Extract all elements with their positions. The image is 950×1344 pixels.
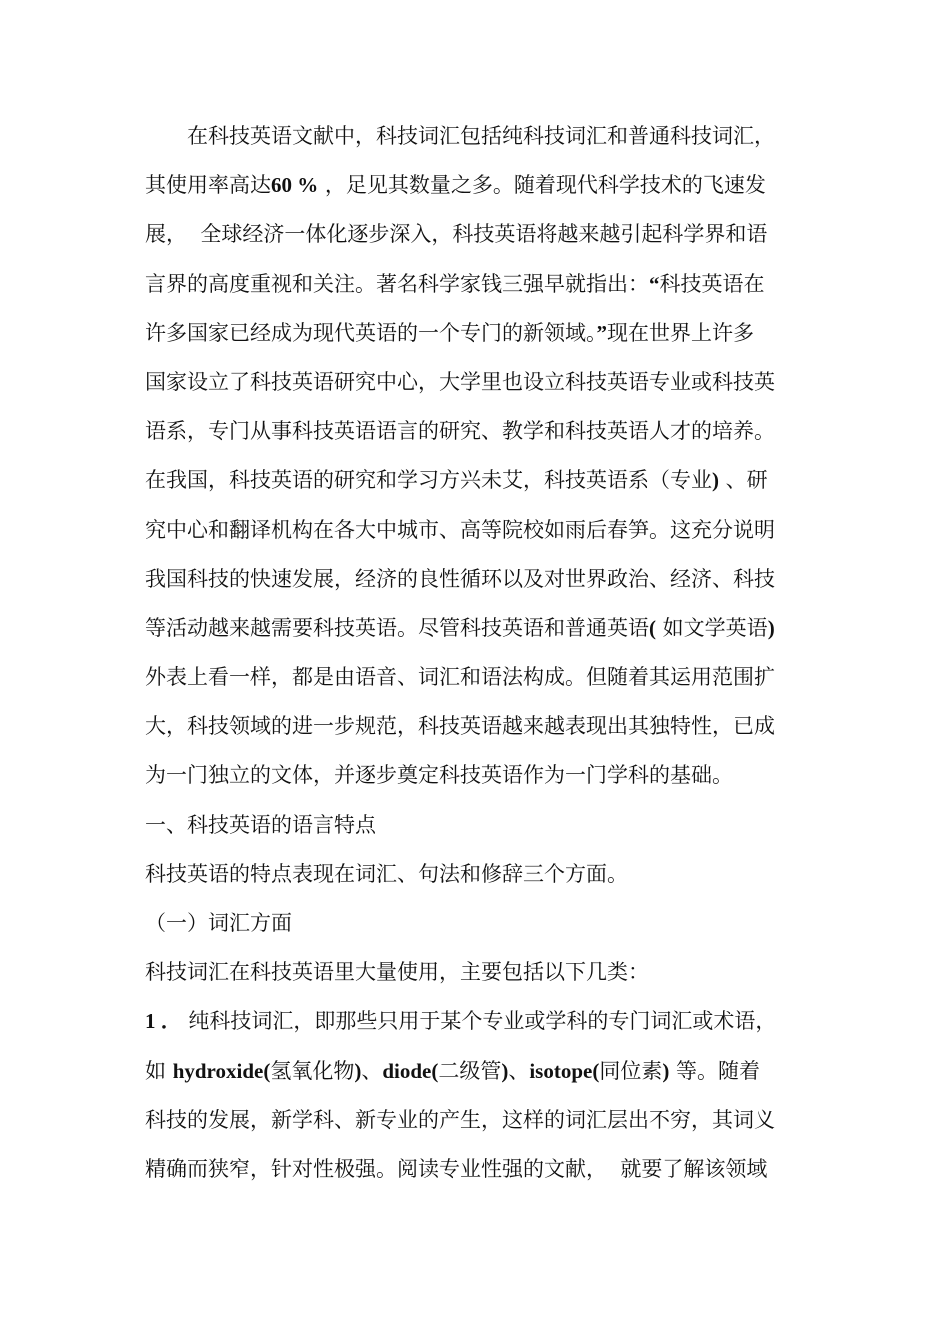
text-run: 在科技英语文献中，科技词汇包括纯科技词汇和普通科技词汇， <box>187 124 775 148</box>
close-paren: ) <box>712 468 719 493</box>
paragraph-line <box>145 702 815 751</box>
heading-text: （一）词汇方面 <box>145 911 292 935</box>
text-run: 许多国家已经成为现代英语的一个专门的新领域。 <box>145 320 597 345</box>
paragraph-line <box>145 260 815 309</box>
paragraph-line <box>145 456 815 505</box>
close-paren: ) <box>767 615 775 640</box>
text-run: 言界的高度重视和关注。著名科学家钱三强早就指出： <box>145 271 649 296</box>
open-paren: ( <box>649 615 656 640</box>
close-paren: ) <box>501 1058 509 1083</box>
paragraph-line <box>145 1096 815 1145</box>
text-run: ，足见其数量之多。随着现代科学技术的飞速发 <box>318 173 766 198</box>
open-quote: “ <box>649 271 660 296</box>
text-run: 纯科技词汇，即那些只用于某个专业或学科的专门词汇或术语， <box>181 1009 777 1034</box>
paragraph-line <box>145 751 815 800</box>
paragraph-line <box>145 161 815 210</box>
paragraph-line <box>145 948 815 997</box>
text-run: 现在世界上许多 <box>607 320 754 345</box>
body-text <box>145 112 815 1194</box>
text-run: 科技的发展，新学科、新专业的产生，这样的词汇层出不穷，其词义 <box>145 1107 775 1132</box>
term-diode: diode( <box>382 1058 439 1083</box>
text-run: 等活动越来越需要科技英语。尽管科技英语和普通英语 <box>145 615 649 640</box>
text-run: 外表上看一样，都是由语音、词汇和语法构成。但随着其运用范围扩 <box>145 665 775 690</box>
paragraph-line <box>145 850 815 899</box>
text-run: 展， 全球经济一体化逐步深入，科技英语将越来越引起科学界和语 <box>145 222 768 247</box>
text-run: 精确而狭窄，针对性极强。阅读专业性强的文献， 就要了解该领域 <box>145 1156 768 1181</box>
text-run: 科技英语的特点表现在词汇、句法和修辞三个方面。 <box>145 861 628 886</box>
list-item <box>145 997 815 1046</box>
term-gloss: 同位素 <box>599 1058 663 1083</box>
term-hydroxide: hydroxide( <box>172 1058 271 1083</box>
term-gloss: 氢氧化物 <box>270 1058 355 1083</box>
text-run: 、 <box>361 1058 383 1083</box>
text-run: 为一门独立的文体，并逐步奠定科技英语作为一门学科的基础。 <box>145 763 733 788</box>
term-gloss: 二级管 <box>438 1058 502 1083</box>
text-run: 其使用率高达 <box>145 173 271 198</box>
text-run: 、研 <box>719 468 768 493</box>
heading-text: 一、科技英语的语言特点 <box>145 812 376 837</box>
text-run: 究中心和翻译机构在各大中城市、高等院校如雨后春笋。这充分说明 <box>145 517 775 542</box>
section-heading <box>145 801 815 850</box>
paragraph-line <box>145 506 815 555</box>
paragraph-line <box>145 358 815 407</box>
paragraph-line <box>145 309 815 358</box>
paragraph-line <box>145 407 815 456</box>
text-run: 、 <box>508 1058 530 1083</box>
paragraph-line <box>145 1145 815 1194</box>
close-paren: ) <box>662 1058 670 1083</box>
paragraph-line <box>145 210 815 259</box>
text-run: 如文学英语 <box>656 615 768 640</box>
text-run: 语系，专门从事科技英语语言的研究、教学和科技英语人才的培养。 <box>145 419 775 444</box>
text-run: 我国科技的快速发展，经济的良性循环以及对世界政治、经济、科技 <box>145 566 775 591</box>
text-run: 如 <box>145 1058 173 1083</box>
close-quote: ” <box>596 320 607 345</box>
list-number: 1 ． <box>145 1009 182 1034</box>
term-isotope: isotope( <box>529 1058 600 1083</box>
text-run: 科技英语在 <box>659 271 765 296</box>
text-run: 国家设立了科技英语研究中心，大学里也设立科技英语专业或科技英 <box>145 369 775 394</box>
text-run: 大，科技领域的进一步规范，科技英语越来越表现出其独特性，已成 <box>145 714 775 739</box>
paragraph-line <box>145 604 815 653</box>
paragraph-line <box>145 112 815 161</box>
text-run: 等。随着 <box>669 1058 761 1083</box>
paragraph-line <box>145 653 815 702</box>
text-run: 科技词汇在科技英语里大量使用，主要包括以下几类： <box>145 960 649 985</box>
percentage-value: 60 % <box>271 173 319 198</box>
paragraph-line <box>145 1047 815 1096</box>
text-run: 在我国，科技英语的研究和学习方兴未艾，科技英语系（专业 <box>145 468 712 493</box>
close-paren: ) <box>354 1058 362 1083</box>
subsection-heading <box>145 899 815 948</box>
paragraph-line <box>145 555 815 604</box>
